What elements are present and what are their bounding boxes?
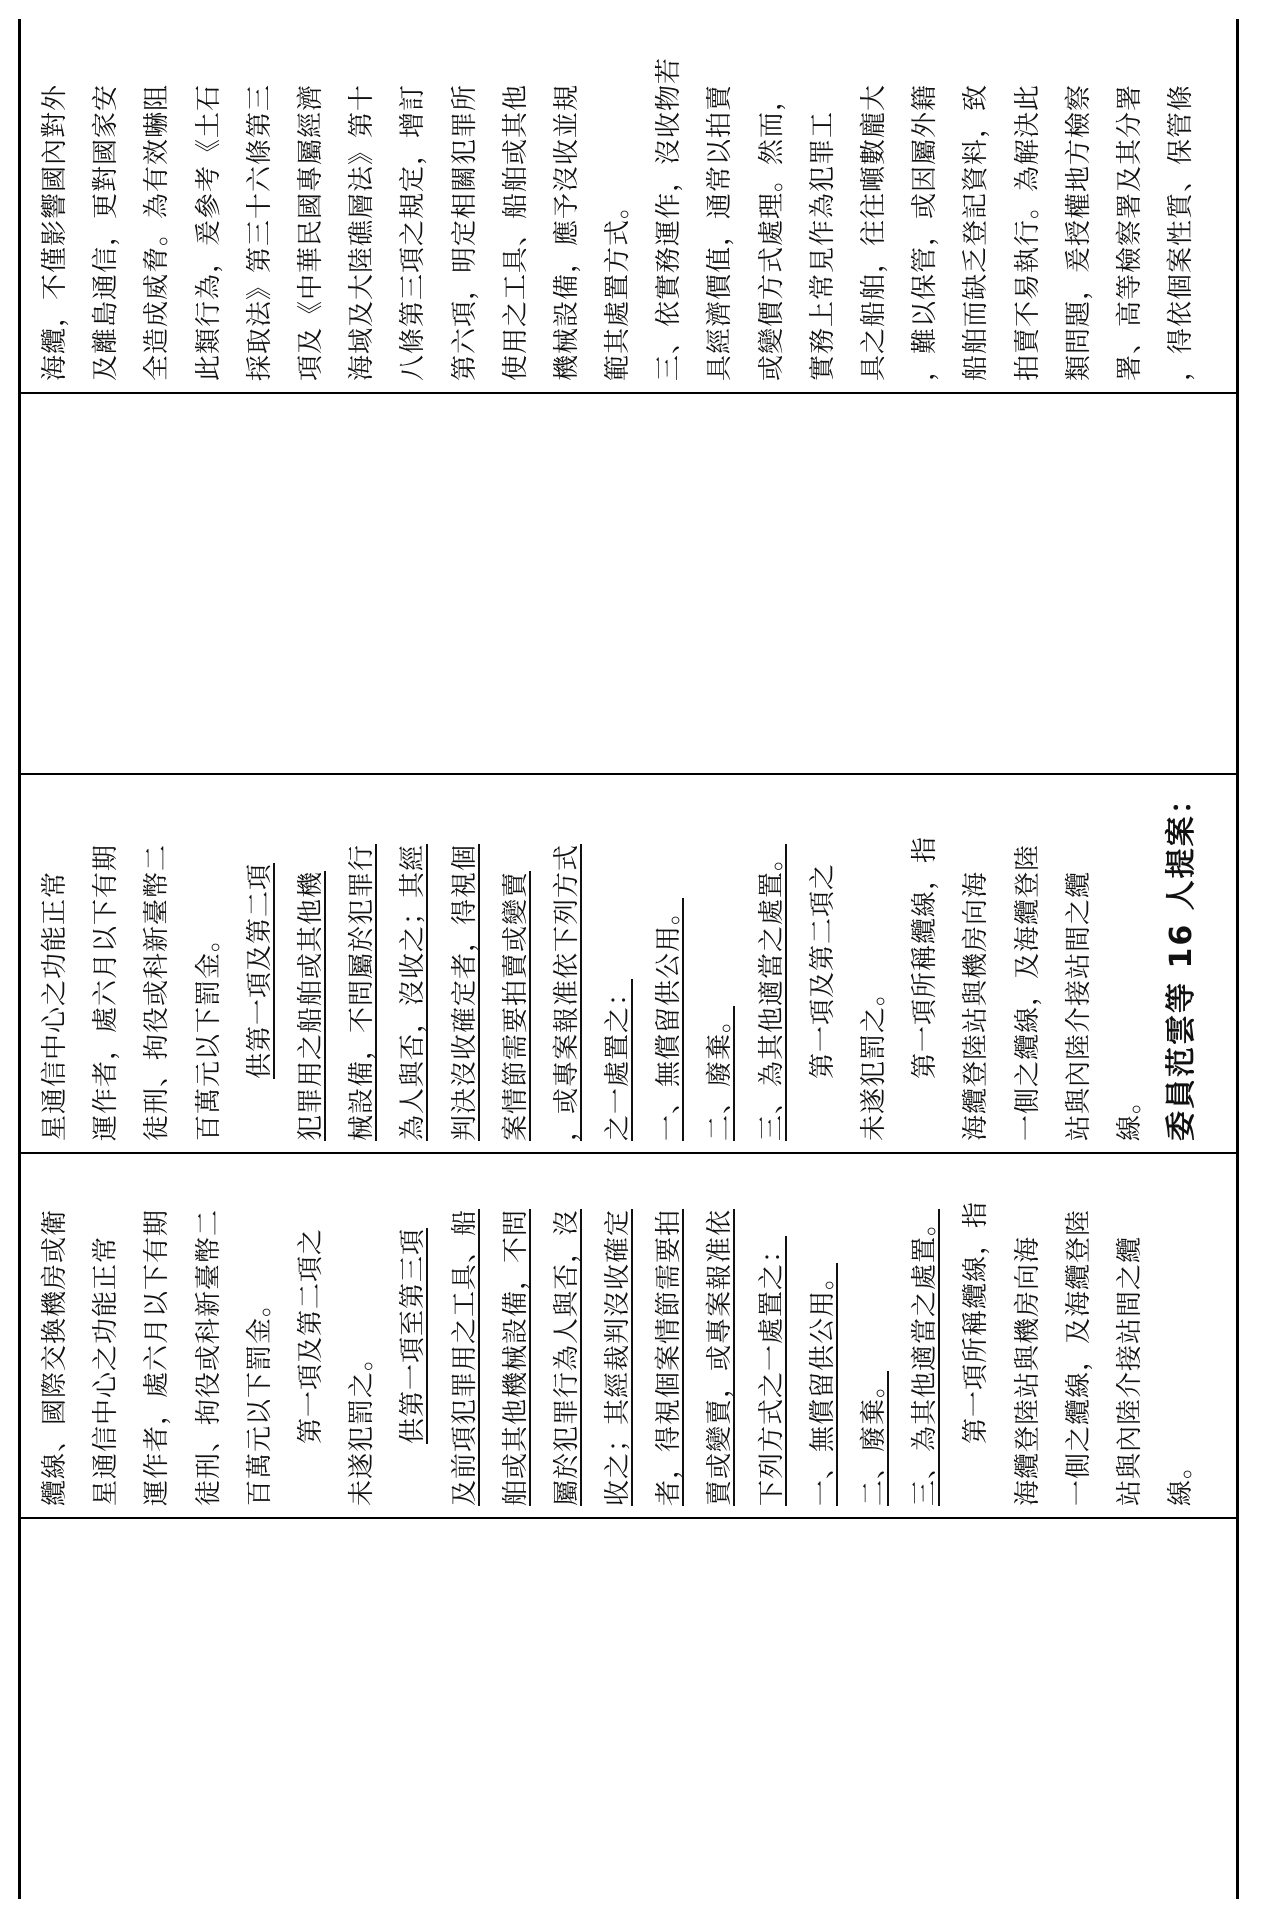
text-line: 海纜登陸站與機房向海 xyxy=(961,870,992,1141)
text-line: 百萬元以下罰金。 xyxy=(244,1289,275,1506)
text-line: 三、為其他適當之處置。 xyxy=(756,843,787,1141)
text-line: 下列方式之一處置之： xyxy=(756,1235,787,1506)
text-line: 站與內陸介接站間之纜 xyxy=(1063,870,1094,1141)
text-line: 機械設備，應予沒收並規 xyxy=(551,83,582,381)
text-line: ，或專案報准依下列方式 xyxy=(551,843,582,1141)
text-line: 供第一項及第二項 xyxy=(244,862,275,1079)
text-line: 範其處置方式。 xyxy=(603,191,634,381)
text-line: 船舶而缺乏登記資料，致 xyxy=(961,83,992,381)
text-line: 實務上常見作為犯罪工 xyxy=(807,110,838,381)
text-line: 一、無償留供公用。 xyxy=(807,1262,838,1506)
text-line: 星通信中心之功能正常 xyxy=(91,1235,122,1506)
text-line: 二、廢棄。 xyxy=(859,1370,889,1506)
text-line: 賣或變賣，或專案報准依 xyxy=(705,1208,736,1506)
text-line: 收之；其經裁判沒收確定 xyxy=(603,1208,634,1506)
text-line: 此類行為，爰參考《土石 xyxy=(193,83,224,381)
text-line: 拍賣不易執行。為解決此 xyxy=(1012,83,1043,381)
text-line: ，難以保管，或因屬外籍 xyxy=(910,83,941,381)
bottom-rule xyxy=(1236,19,1239,1899)
text-line: 第一項及第二項之 xyxy=(295,1227,326,1444)
separator-1 xyxy=(18,392,1238,394)
text-line: 二、廢棄。 xyxy=(705,1005,736,1141)
text-line: 第一項所稱纜線，指 xyxy=(961,1200,992,1444)
text-line: 線。 xyxy=(1114,1086,1145,1141)
text-line: 及前項犯罪用之工具、船 xyxy=(449,1208,480,1506)
section-top xyxy=(30,57,1207,381)
text-line: 三、依實務運作，沒收物若 xyxy=(654,56,685,381)
proposal-title: 委員范雲等 16 人提案： xyxy=(1164,782,1200,1141)
text-line: 或變價方式處理。然而， xyxy=(756,83,787,381)
text-line: 全造成威脅。為有效嚇阻 xyxy=(142,83,173,381)
text-line: 徒刑、拘役或科新臺幣二 xyxy=(193,1208,224,1506)
text-line: 具之船舶，往往噸數龐大 xyxy=(859,83,889,381)
separator-4 xyxy=(18,1517,1238,1519)
text-line: 纜線、國際交換機房或衛 xyxy=(40,1208,70,1506)
text-line: 者，得視個案情節需要拍 xyxy=(654,1208,685,1506)
text-line: ，得依個案性質、保管條 xyxy=(1166,83,1197,381)
section-bottom xyxy=(30,1201,1207,1506)
text-line: 第一項及第二項之 xyxy=(807,862,838,1079)
text-line: 械設備，不問屬於犯罪行 xyxy=(347,843,378,1141)
text-line: 項及《中華民國專屬經濟 xyxy=(295,83,326,381)
text-line: 第六項，明定相關犯罪所 xyxy=(449,83,480,381)
text-line: 為人與否，沒收之；其經 xyxy=(398,843,429,1141)
text-line: 供第一項至第三項 xyxy=(398,1227,429,1444)
text-line: 線。 xyxy=(1166,1451,1197,1506)
text-line: 站與內陸介接站間之纜 xyxy=(1114,1235,1145,1506)
section-middle xyxy=(30,782,1207,1141)
separator-3 xyxy=(18,1152,1238,1154)
text-line: 之一處置之： xyxy=(603,978,634,1141)
text-line: 舶或其他機械設備，不問 xyxy=(500,1208,531,1506)
text-line: 具經濟價值，通常以拍賣 xyxy=(705,83,736,381)
text-line: 八條第三項之規定，增訂 xyxy=(398,83,429,381)
text-line: 未遂犯罰之。 xyxy=(347,1343,378,1506)
text-line: 屬於犯罪行為人與否，沒 xyxy=(551,1208,582,1506)
text-line: 海纜，不僅影響國內對外 xyxy=(40,83,70,381)
text-line: 運作者，處六月以下有期 xyxy=(142,1208,173,1506)
top-rule xyxy=(18,19,21,1899)
text-line: 徒刑、拘役或科新臺幣二 xyxy=(142,843,173,1141)
text-line: 三、為其他適當之處置。 xyxy=(910,1208,941,1506)
text-line: 犯罪用之船舶或其他機 xyxy=(295,870,326,1141)
text-line: 類問題，爰授權地方檢察 xyxy=(1063,83,1094,381)
text-line: 星通信中心之功能正常 xyxy=(40,870,70,1141)
text-line: 海纜登陸站與機房向海 xyxy=(1012,1235,1043,1506)
text-line: 使用之工具、船舶或其他 xyxy=(500,83,531,381)
text-line: 一、無償留供公用。 xyxy=(654,897,685,1141)
text-line: 一側之纜線，及海纜登陸 xyxy=(1063,1208,1094,1506)
text-line: 運作者，處六月以下有期 xyxy=(91,843,122,1141)
text-line: 一側之纜線，及海纜登陸 xyxy=(1012,843,1043,1141)
text-line: 未遂犯罰之。 xyxy=(859,978,889,1141)
text-line: 判決沒收確定者，得視個 xyxy=(449,843,480,1141)
text-line: 署、高等檢察署及其分署 xyxy=(1114,83,1145,381)
text-line: 採取法》第三十六條第三 xyxy=(244,83,275,381)
text-line: 百萬元以下罰金。 xyxy=(193,924,224,1141)
text-line: 及離島通信，更對國家安 xyxy=(91,83,122,381)
text-line: 第一項所稱纜線，指 xyxy=(910,835,941,1079)
text-line: 案情節需要拍賣或變賣 xyxy=(500,870,531,1141)
text-line: 海域及大陸礁層法》第十 xyxy=(347,83,378,381)
separator-2 xyxy=(18,773,1238,775)
